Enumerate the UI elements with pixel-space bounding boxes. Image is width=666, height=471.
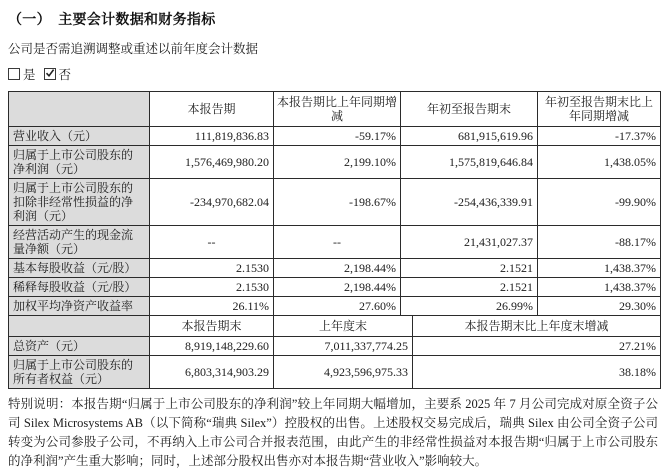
- row-label: 归属于上市公司股东的扣除非经常性损益的净利润（元）: [9, 179, 150, 226]
- header-empty-cell: [9, 316, 150, 337]
- row-diluted-eps: [9, 278, 661, 297]
- row-net-profit-attributable: [9, 146, 661, 179]
- row-label: 归属于上市公司股东的净利润（元）: [9, 146, 150, 179]
- cell: 26.11%: [150, 297, 274, 316]
- row-net-profit-excl-nonrecurring: [9, 179, 661, 226]
- cell: -198.67%: [274, 179, 401, 226]
- cell: 2,199.10%: [274, 146, 401, 179]
- header-period-end-vs-prior-year-end: 本报告期末比上年度末增减: [413, 316, 661, 337]
- cell: 4,923,596,975.33: [274, 356, 413, 389]
- cell: 2.1521: [401, 259, 538, 278]
- restatement-options: [8, 65, 658, 83]
- row-operating-cash-flow: [9, 226, 661, 259]
- cell: -99.90%: [538, 179, 661, 226]
- header-year-to-date-yoy-change: 年初至报告期末比上年同期增减: [538, 92, 661, 127]
- cell: 681,915,619.96: [401, 127, 538, 146]
- header-current-period-yoy-change: 本报告期比上年同期增减: [274, 92, 401, 127]
- row-label: 总资产（元）: [9, 337, 150, 356]
- option-yes-label: 是: [23, 68, 36, 82]
- cell: 2,198.44%: [274, 278, 401, 297]
- row-label: 基本每股收益（元/股）: [9, 259, 150, 278]
- cell: 29.30%: [538, 297, 661, 316]
- option-yes: [8, 65, 36, 83]
- cell: -234,970,682.04: [150, 179, 274, 226]
- checkbox-checked-icon: [44, 68, 56, 80]
- checkbox-unchecked-icon: [8, 68, 20, 80]
- row-label: 经营活动产生的现金流量净额（元）: [9, 226, 150, 259]
- cell: 111,819,836.83: [150, 127, 274, 146]
- cell: 27.21%: [413, 337, 661, 356]
- key-financial-indicators-table: [8, 91, 661, 316]
- cell: 2.1530: [150, 259, 274, 278]
- cell: 8,919,148,229.60: [150, 337, 274, 356]
- check-icon: [45, 68, 55, 78]
- cell: 1,438.37%: [538, 278, 661, 297]
- cell: 1,438.05%: [538, 146, 661, 179]
- header-prior-year-end: 上年度末: [274, 316, 413, 337]
- row-label: 营业收入（元）: [9, 127, 150, 146]
- special-note: 特别说明：本报告期“归属于上市公司股东的净利润”较上年同期大幅增加，主要系 2025 年 7 月公司完成对原全资子公司 Silex Microsystems AB（以下简称“瑞典 Silex”）控股权的出售。上述股权交易完成后，瑞典 Silex 由公司全资子公司转变为公司参股子公司，不再纳入上市公司合并报表范围，由此产生的非经常性损益对本报告期“归属于上市公司股东的净利润”产生重大影响；同时，上述部分股权出售亦对本报告期“营业收入”影响较大。: [8, 397, 658, 468]
- row-operating-revenue: [9, 127, 661, 146]
- cell: 7,011,337,774.25: [274, 337, 413, 356]
- header-period-end: 本报告期末: [150, 316, 274, 337]
- cell: 26.99%: [401, 297, 538, 316]
- table-header-row: [9, 316, 661, 337]
- cell: 1,575,819,646.84: [401, 146, 538, 179]
- period-end-indicators-table: [8, 315, 661, 389]
- option-no: [44, 65, 72, 83]
- header-current-period: 本报告期: [150, 92, 274, 127]
- table-header-row: [9, 92, 661, 127]
- cell: 38.18%: [413, 356, 661, 389]
- cell: 21,431,027.37: [401, 226, 538, 259]
- cell: -59.17%: [274, 127, 401, 146]
- row-basic-eps: [9, 259, 661, 278]
- row-equity-attributable: [9, 356, 661, 389]
- restatement-question: 公司是否需追溯调整或重述以前年度会计数据: [8, 42, 259, 56]
- cell: 1,576,469,980.20: [150, 146, 274, 179]
- header-year-to-date: 年初至报告期末: [401, 92, 538, 127]
- section-title: （一） 主要会计数据和财务指标: [8, 13, 216, 28]
- cell: 2.1521: [401, 278, 538, 297]
- cell: 1,438.37%: [538, 259, 661, 278]
- row-label: 归属于上市公司股东的所有者权益（元）: [9, 356, 150, 389]
- row-label: 加权平均净资产收益率: [9, 297, 150, 316]
- row-weighted-avg-roe: [9, 297, 661, 316]
- header-empty-cell: [9, 92, 150, 127]
- option-no-label: 否: [58, 68, 72, 82]
- row-label: 稀释每股收益（元/股）: [9, 278, 150, 297]
- row-total-assets: [9, 337, 661, 356]
- cell: -254,436,339.91: [401, 179, 538, 226]
- cell: --: [274, 226, 401, 259]
- cell: 2.1530: [150, 278, 274, 297]
- cell: 27.60%: [274, 297, 401, 316]
- cell: -88.17%: [538, 226, 661, 259]
- cell: 6,803,314,903.29: [150, 356, 274, 389]
- cell: --: [150, 226, 274, 259]
- cell: 2,198.44%: [274, 259, 401, 278]
- cell: -17.37%: [538, 127, 661, 146]
